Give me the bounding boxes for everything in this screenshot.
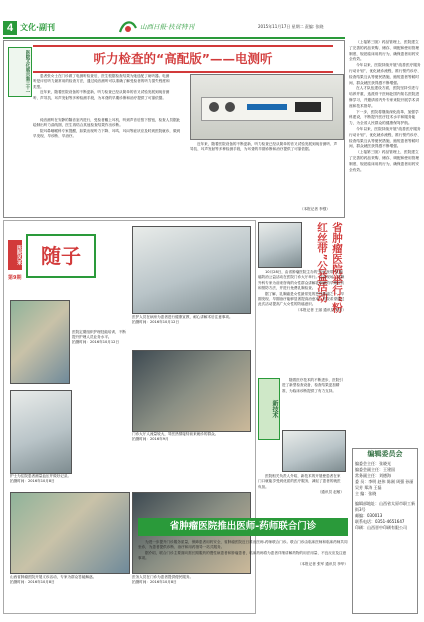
right-column-paragraph: （上接第三版）药品管理上，医院建立了完善的药品采购、储存、调配和使用管理制度，规范临床用药行为，确保患者用药安全有效。 [349, 150, 420, 172]
article1-paragraph: 近年来，随着医院设备的不断更新，听力检查已经从简单的音叉试验发展到纯音测听、声导抗、耳声发射等多种检测手段，为耳聋的早期诊断和治疗提供了可靠依据。 [190, 142, 338, 152]
new-tech-signature: （通讯员 赵敏） [317, 490, 344, 495]
photo-caption-date: 拍摄时间：2016年10月12日 [72, 340, 120, 344]
editorial-row [355, 491, 415, 497]
photo-caption-text: 医院定期组织护理技能培训，不断提升护理人员业务水平。 [72, 330, 126, 339]
event-body [258, 270, 346, 313]
nurse-training-photo [10, 300, 70, 384]
section-title: 文化·副刊 [20, 23, 56, 32]
header-date-line: 2015年11月17日 星期二 责编: 张晓 [258, 24, 324, 29]
photo-caption-date: 拍摄时间：2016年10月12日 [132, 320, 180, 324]
right-column-text [349, 40, 421, 173]
editorial-phone: 联系电话：0351-4651647 [355, 519, 405, 524]
article1-paragraph: 院耳鼻咽喉科专家提醒，如果出现听力下降、耳鸣、耳闷等症状应及时到医院就诊，做到早发现、早诊断、早治疗。 [33, 128, 181, 139]
event-vertical-title: 省肿瘤医院举行“粉红丝带”公益活动 [316, 222, 343, 313]
editorial-value: 张晓 [368, 491, 377, 496]
free-clinic-photo [10, 492, 130, 574]
article1-body-left [33, 74, 171, 101]
new-tech-photo [282, 430, 346, 472]
editorial-value: 张晓光 [379, 461, 391, 466]
editorial-address: 编辑部地址：山西省太原市职工新街3号 [355, 501, 415, 512]
photo-caption-date: 拍摄时间：2016年9月 [132, 437, 169, 441]
column-issue: 第9期 [8, 275, 22, 281]
editorial-label: 委 员： [355, 479, 369, 484]
lobby-photo [132, 350, 251, 432]
right-column-paragraph: 今年以来，医院持续开展“改善医疗服务行动计划”，优化就诊流程，推行预约诊疗、检查结果互认等便民措施，缩短患者等候时间，群众就医获得感不断增强。 [349, 126, 421, 149]
article3-paragraph: 为进一步提升门诊服务质量，保障患者用药安全，省肿瘤医院近日推出医师-药师联合门诊。联合门诊由临床医师和临床药师共同坐诊，为患者提供诊断、治疗和用药指导一站式服务。 [138, 540, 348, 550]
ward-photo [132, 226, 251, 314]
blood-pressure-photo [10, 390, 72, 474]
column-label-vertical: 医院文化展示第三十一 [8, 47, 32, 97]
photo-caption [132, 432, 249, 442]
article3-signature: （本报记者 张军 通讯员 李华） [297, 561, 348, 566]
page-number-badge: 4 [3, 21, 17, 35]
masthead-title: 山西日报·扶贫特刊 [140, 23, 195, 31]
right-column-paragraph: 在人才队伍建设方面，医院坚持引进与培养并重，选派骨干医师赴国内知名医院进修学习，并邀请省内外专家来院开展学术讲座和技术指导。 [349, 86, 420, 108]
article1-signature: （本报记者 李强） [300, 207, 330, 211]
editorial-value: 刘德海 [379, 473, 391, 478]
new-tech-badge: 新技术 [258, 378, 280, 440]
article1-paragraph: 患者张女士在门诊做了电测听检查后，医生根据检查结果为她选配了助听器。电测听是评估听力最常用的检查方法，通过纯音测听可以准确了解受检者的听力损失程度和类型。 [33, 74, 170, 89]
right-column-paragraph: 下一步，医院将继续深化改革，加强学科建设，不断提升医疗技术水平和服务能力，为全省人民群众的健康保驾护航。 [349, 109, 419, 126]
article3-headline: 省肿瘤医院推出医师-药师联合门诊 [138, 518, 348, 536]
photo-caption [10, 474, 128, 484]
photo-caption-text: 医务人员在门诊为患者提供便民服务。 [132, 575, 194, 579]
editorial-label: 主 编： [355, 491, 369, 496]
editorial-row [355, 479, 415, 491]
photo-caption-text: 山西省肿瘤医院开展义诊活动，专家为群众答疑解惑。 [10, 575, 97, 579]
photo-caption [132, 315, 249, 325]
article3-body [138, 540, 348, 567]
photo-caption-text: 护士为住院患者测量血压并做好记录。 [10, 474, 72, 478]
column-title: 随子 [26, 234, 96, 278]
article1-body-mid [33, 118, 183, 140]
article3-paragraph: 据介绍，联合门诊主要面向需长期服药的慢性病患者和肿瘤患者，临床药师将为患者详细讲解药物的用法用量、不良反应及注意事项。 [138, 550, 347, 561]
editorial-label: 编委会副主任： [355, 467, 383, 472]
editorial-label: 编委会主任： [355, 461, 379, 466]
editorial-board [352, 448, 418, 614]
masthead-logo-icon [118, 18, 138, 36]
article1-paragraph: 近年来，随着医院设备的不断更新，听力检查已经从简单的音叉试验发展到纯音测听、声导抗、耳声发射等多种检测手段，为耳聋的早期诊断和治疗提供了可靠依据。 [33, 90, 170, 100]
editorial-postcode: 邮编：030013 [355, 513, 383, 518]
editorial-label: 常务副主任： [355, 473, 379, 478]
photo-caption-date: 拍摄时间：2016年10月8日 [10, 580, 55, 584]
editorial-value: 王建国 [383, 467, 395, 472]
audiometer-device-photo [190, 74, 344, 140]
editorial-printer: 印刷：山西晋中印刷有限公司 [355, 525, 407, 530]
photo-caption-date: 拍摄时间：2016年10月8日 [132, 580, 177, 584]
photo-caption [10, 575, 128, 585]
photo-caption-date: 拍摄时间：2016年10月8日 [10, 479, 55, 483]
event-paragraph: 据了解，乳腺癌是女性最常见的恶性肿瘤之一，早期发现、早期治疗能够显著提高治愈率。医院希望通过此次活动提高广大女性的防癌意识。 [258, 291, 345, 307]
photo-caption-text: 医护人员在病房为患者进行健康宣教，耐心讲解术后注意事项。 [132, 315, 233, 319]
photo-caption [72, 330, 128, 345]
header-rule [3, 37, 345, 39]
new-tech-paragraph: 医院相关负责人介绍，新技术的开展使患者在家门口就能享受到优质的医疗服务，减轻了患者的就医负担。 [258, 474, 341, 489]
column-badge: 医院风采 [8, 240, 22, 270]
article-headline: 听力检查的“高配版”——电测听 [33, 45, 333, 73]
event-photo [258, 222, 302, 268]
new-tech-body [282, 378, 344, 394]
event-signature: （本报记者 王丽 通讯员 刘芳） [295, 307, 346, 312]
photo-caption-text: 门诊大厅人流量较大，导医热情接待前来就诊的群众。 [132, 432, 219, 436]
article1-body-right [190, 142, 340, 153]
editorial-title: 编辑委员会 [367, 450, 403, 458]
editorial-value: 李明 赵伟 陈刚 周强 孙丽 吴芳 郑涛 王磊 [355, 479, 414, 490]
new-tech-paragraph: 随着医疗技术的不断进步，医院引进了新型检查设备，检查结果更加精准，为临床诊断提供了有力支持。 [282, 378, 343, 393]
event-paragraph: 10月28日，由省肿瘤医院主办的“粉红丝带”乳腺癌防治公益活动在医院门诊大厅举行。活动现场，乳腺外科专家为前来咨询的女性群众讲解乳腺癌的早期症状和预防方法，并进行免费乳腺检查。 [258, 270, 345, 291]
right-column-paragraph: （上接第三版）药品管理上，医院建立了完善的药品采购、储存、调配和使用管理制度，规范临床用药行为，确保患者用药安全有效。 [349, 40, 420, 62]
new-tech-body-2 [258, 474, 344, 496]
right-column-paragraph: 今年以来，医院持续开展“改善医疗服务行动计划”，优化就诊流程，推行预约诊疗、检查结果互认等便民措施，缩短患者等候时间，群众就医获得感不断增强。 [349, 63, 421, 85]
photo-caption [132, 575, 249, 585]
article1-paragraph: 纯音测听在安静的隔音室内进行，受检者戴上耳机，听到声音后按下按钮，检查人员据此绘制出听力曲线图，医生再结合其他检查结果作出诊断。 [33, 118, 181, 128]
